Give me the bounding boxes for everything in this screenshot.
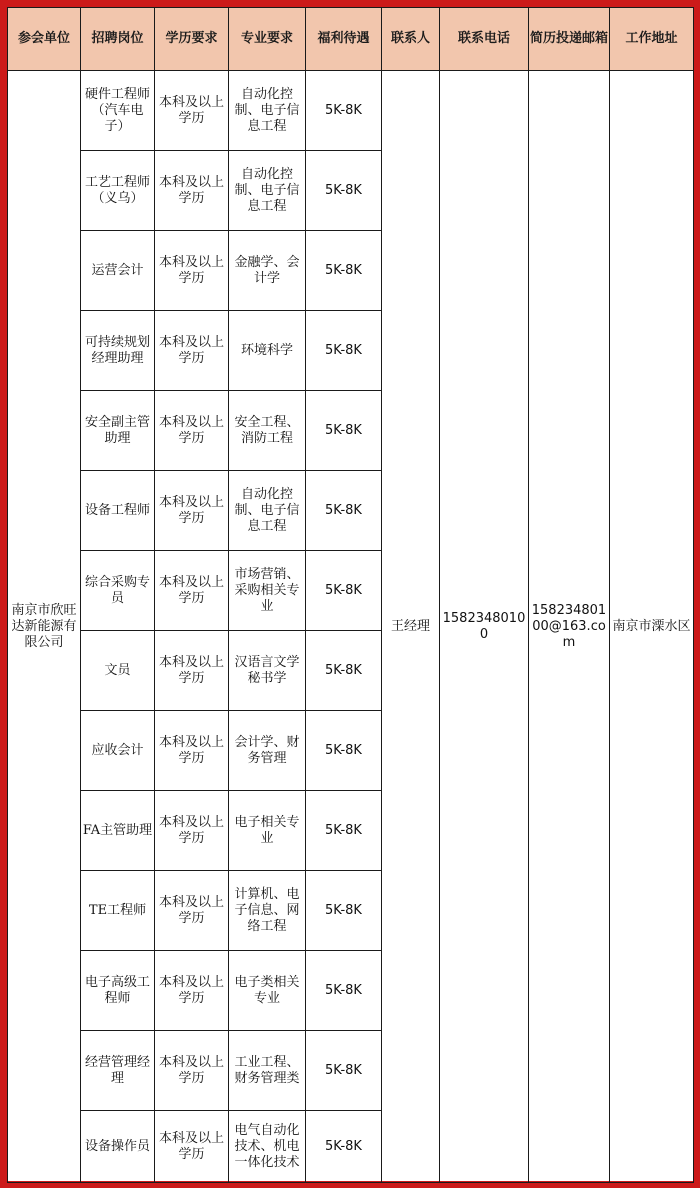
table-row	[8, 71, 694, 151]
header-row	[8, 8, 694, 71]
education-cell: 本科及以上学历	[155, 791, 229, 871]
education-cell: 本科及以上学历	[155, 1111, 229, 1183]
education-cell: 本科及以上学历	[155, 311, 229, 391]
recruitment-table	[7, 7, 694, 1183]
major-cell: 自动化控制、电子信息工程	[229, 471, 306, 551]
position-cell: 设备工程师	[81, 471, 155, 551]
header-position: 招聘岗位	[81, 8, 155, 71]
education-cell: 本科及以上学历	[155, 631, 229, 711]
education-cell: 本科及以上学历	[155, 711, 229, 791]
contact-phone: 15823480100	[440, 71, 529, 1183]
position-cell: 经营管理经理	[81, 1031, 155, 1111]
major-cell: 电子类相关专业	[229, 951, 306, 1031]
education-cell: 本科及以上学历	[155, 871, 229, 951]
education-cell: 本科及以上学历	[155, 551, 229, 631]
salary-cell: 5K-8K	[306, 391, 382, 471]
major-cell: 自动化控制、电子信息工程	[229, 71, 306, 151]
education-cell: 本科及以上学历	[155, 471, 229, 551]
header-contact: 联系人	[382, 8, 440, 71]
document-frame	[7, 7, 693, 1181]
resume-email: 15823480100@163.com	[529, 71, 610, 1183]
education-cell: 本科及以上学历	[155, 231, 229, 311]
education-cell: 本科及以上学历	[155, 951, 229, 1031]
position-cell: 运营会计	[81, 231, 155, 311]
position-cell: 工艺工程师（义乌）	[81, 151, 155, 231]
education-cell: 本科及以上学历	[155, 71, 229, 151]
major-cell: 电气自动化技术、机电一体化技术	[229, 1111, 306, 1183]
header-phone: 联系电话	[440, 8, 529, 71]
major-cell: 会计学、财务管理	[229, 711, 306, 791]
position-cell: 可持续规划经理助理	[81, 311, 155, 391]
position-cell: 硬件工程师（汽车电子）	[81, 71, 155, 151]
salary-cell: 5K-8K	[306, 231, 382, 311]
major-cell: 金融学、会计学	[229, 231, 306, 311]
company-name: 南京市欣旺达新能源有限公司	[8, 71, 81, 1183]
salary-cell: 5K-8K	[306, 951, 382, 1031]
work-address: 南京市溧水区	[610, 71, 694, 1183]
major-cell: 汉语言文学秘书学	[229, 631, 306, 711]
major-cell: 市场营销、采购相关专业	[229, 551, 306, 631]
major-cell: 计算机、电子信息、网络工程	[229, 871, 306, 951]
header-email: 简历投递邮箱	[529, 8, 610, 71]
header-address: 工作地址	[610, 8, 694, 71]
salary-cell: 5K-8K	[306, 791, 382, 871]
header-salary: 福利待遇	[306, 8, 382, 71]
contact-person: 王经理	[382, 71, 440, 1183]
header-major: 专业要求	[229, 8, 306, 71]
major-cell: 自动化控制、电子信息工程	[229, 151, 306, 231]
salary-cell: 5K-8K	[306, 711, 382, 791]
salary-cell: 5K-8K	[306, 551, 382, 631]
education-cell: 本科及以上学历	[155, 391, 229, 471]
position-cell: 安全副主管助理	[81, 391, 155, 471]
salary-cell: 5K-8K	[306, 1031, 382, 1111]
position-cell: FA主管助理	[81, 791, 155, 871]
position-cell: 文员	[81, 631, 155, 711]
header-education: 学历要求	[155, 8, 229, 71]
salary-cell: 5K-8K	[306, 871, 382, 951]
position-cell: 电子高级工程师	[81, 951, 155, 1031]
major-cell: 工业工程、财务管理类	[229, 1031, 306, 1111]
salary-cell: 5K-8K	[306, 1111, 382, 1183]
salary-cell: 5K-8K	[306, 151, 382, 231]
salary-cell: 5K-8K	[306, 471, 382, 551]
major-cell: 电子相关专业	[229, 791, 306, 871]
education-cell: 本科及以上学历	[155, 151, 229, 231]
salary-cell: 5K-8K	[306, 311, 382, 391]
position-cell: 应收会计	[81, 711, 155, 791]
position-cell: 设备操作员	[81, 1111, 155, 1183]
major-cell: 安全工程、消防工程	[229, 391, 306, 471]
salary-cell: 5K-8K	[306, 631, 382, 711]
major-cell: 环境科学	[229, 311, 306, 391]
position-cell: TE工程师	[81, 871, 155, 951]
header-company: 参会单位	[8, 8, 81, 71]
education-cell: 本科及以上学历	[155, 1031, 229, 1111]
position-cell: 综合采购专员	[81, 551, 155, 631]
salary-cell: 5K-8K	[306, 71, 382, 151]
